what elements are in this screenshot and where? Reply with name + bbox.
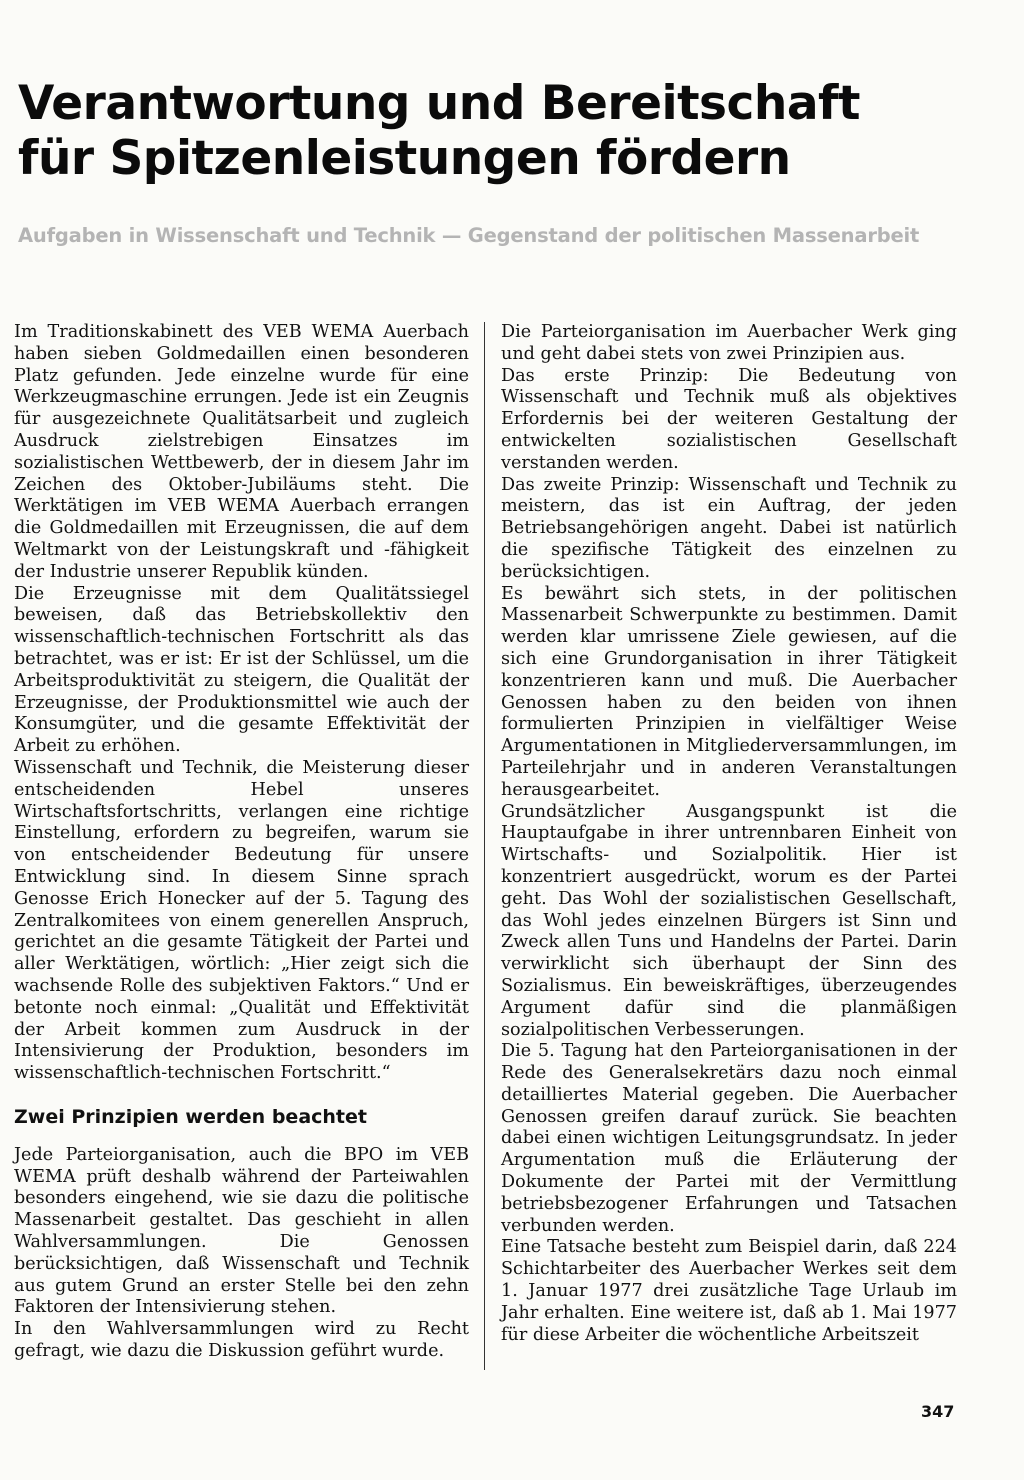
page-number: 347 (921, 1402, 955, 1421)
left-column (14, 322, 469, 1363)
headline-line-2: für Spitzenleistungen fördern (18, 131, 791, 186)
section-heading: Zwei Prinzipien werden beachtet (14, 1105, 367, 1128)
paragraph: Eine Tatsache besteht zum Beispiel darin, daß 224 Schichtarbeiter des Auerbacher Werkes seit dem 1. Januar 1977 drei zusätzliche Tage Urlaub im Jahr erhalten. Eine weitere ist, daß ab 1. Mai 1977 für diese Arbeiter die wöchentliche Arbeitszeit (501, 1237, 957, 1345)
paragraph: Wissenschaft und Technik, die Meisterung dieser entscheidenden Hebel unseres Wirtschaftsfortschritts, verlangen eine richtige Einstellung, erfordern zu begreifen, warum sie von entscheidender Bedeutung für unsere Entwicklung sind. In diesem Sinne sprach Genosse Erich Honecker auf der 5. Tagung des Zentralkomitees von einem generellen Anspruch, gerichtet an die gesamte Tätigkeit der Partei und aller Werktätigen, wörtlich: „Hier zeigt sich die wachsende Rolle des subjektiven Faktors.“ Und er betonte noch einmal: „Qualität und Effektivität der Arbeit kommen zum Ausdruck in der Intensivierung der Produktion, besonders im wissenschaftlich-technischen Fortschritt.“ (14, 757, 469, 1084)
headline (18, 76, 1008, 186)
paragraph: Es bewährt sich stets, in der politischen Massenarbeit Schwerpunkte zu bestimmen. Damit werden klar umrissene Ziele gewiesen, auf die sich eine Grundorganisation in ihrer Tätigkeit konzentrieren kann und muß. Die Auerbacher Genossen haben zu den beiden von ihnen formulierten Prinzipien in vielfältiger Weise Argumentationen in Mitgliederversammlungen, im Parteilehrjahr und in anderen Veranstaltungen herausgearbeitet. (501, 583, 957, 800)
paragraph: Das zweite Prinzip: Wissenschaft und Technik zu meistern, das ist ein Auftrag, der jeden Betriebsangehörigen angeht. Dabei ist natürlich die spezifische Tätigkeit des einzelnen zu berücksichtigen. (501, 474, 957, 582)
paragraph: Grundsätzlicher Ausgangspunkt ist die Hauptaufgabe in ihrer untrennbaren Einheit von Wirtschafts- und Sozialpolitik. Hier ist konzentriert ausgedrückt, worum es der Partei geht. Das Wohl der sozialistischen Gesellschaft, das Wohl jedes einzelnen Bürgers ist Sinn und Zweck allen Tuns und Handelns der Partei. Darin verwirklicht sich überhaupt der Sinn des Sozialismus. Ein beweiskräftiges, überzeugendes Argument dafür sind die planmäßigen sozialpolitischen Verbesserungen. (501, 801, 957, 1040)
right-column (501, 322, 957, 1346)
paragraph: Das erste Prinzip: Die Bedeutung von Wissenschaft und Technik muß als objektives Erfordernis bei der weiteren Gestaltung der entwickelten sozialistischen Gesellschaft verstanden werden. (501, 365, 957, 473)
paragraph: Im Traditionskabinett des VEB WEMA Auerbach haben sieben Goldmedaillen einen besonderen Platz gefunden. Jede einzelne wurde für eine Werkzeugmaschine errungen. Jede ist ein Zeugnis für ausgezeichnete Qualitätsarbeit und zugleich Ausdruck zielstrebigen Einsatzes im sozialistischen Wettbewerb, der in diesem Jahr im Zeichen des Oktober-Jubiläums steht. Die Werktätigen im VEB WEMA Auerbach errangen die Goldmedaillen mit Erzeugnissen, die auf dem Weltmarkt von der Leistungskraft und -fähigkeit der Industrie unserer Republik künden. (14, 322, 469, 582)
paragraph: Jede Parteiorganisation, auch die BPO im VEB WEMA prüft deshalb während der Parteiwahlen besonders eingehend, wie sie dazu die politische Massenarbeit gestaltet. Das geschieht in allen Wahlversammlungen. Die Genossen berücksichtigen, daß Wissenschaft und Technik aus gutem Grund an erster Stelle bei den zehn Faktoren der Intensivierung stehen. (14, 1144, 469, 1318)
column-divider (484, 322, 485, 1370)
headline-line-1: Verantwortung und Bereitschaft (18, 76, 860, 131)
paragraph: Die Erzeugnisse mit dem Qualitätssiegel beweisen, daß das Betriebskollektiv den wissenschaftlich-technischen Fortschritt als das betrachtet, was er ist: Er ist der Schlüssel, um die Arbeitsproduktivität zu steigern, die Qualität der Erzeugnisse, der Produktionsmittel wie auch der Konsumgüter, und die gesamte Effektivität der Arbeit zu erhöhen. (14, 583, 469, 757)
paragraph: Die 5. Tagung hat den Parteiorganisationen in der Rede des Generalsekretärs dazu noch einmal detailliertes Material gegeben. Die Auerbacher Genossen greifen darauf zurück. Sie beachten dabei einen wichtigen Leitungsgrundsatz. In jeder Argumentation muß die Erläuterung der Dokumente der Partei mit der Vermittlung betriebsbezogener Erfahrungen und Tatsachen verbunden werden. (501, 1041, 957, 1236)
paragraph: In den Wahlversammlungen wird zu Recht gefragt, wie dazu die Diskussion geführt wurde. (14, 1319, 469, 1362)
subheadline: Aufgaben in Wissenschaft und Technik — Gegenstand der politischen Massenarbeit (18, 224, 920, 247)
paragraph: Die Parteiorganisation im Auerbacher Werk ging und geht dabei stets von zwei Prinzipien aus. (501, 322, 957, 364)
